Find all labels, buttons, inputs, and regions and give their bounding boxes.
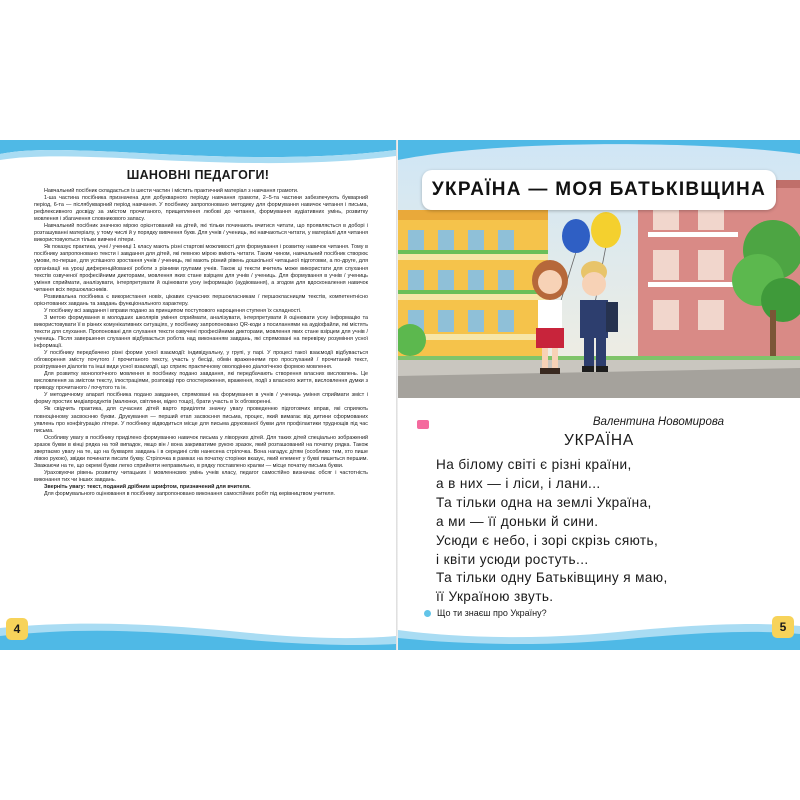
topic-title: УКРАЇНА — МОЯ БАТЬКІВЩИНА	[431, 179, 767, 200]
poem-line: Та тільки одну Батьківщину я маю,	[436, 570, 668, 586]
poem-line: її Україною звуть.	[436, 589, 554, 605]
paragraph: Навчальний посібник значною мірою орієнтований на дітей, які тільки починають вчитися читати, що проявляється в доборі і розташуванні матеріалу, у тому числі й у порядку вивчення букв. Для учнів / учениць, які навчаються читати, у матеріалі для читання використовуються тільки вивчені літери.	[34, 223, 368, 244]
paragraph: З метою формування в молодших школярів уміння сприймати, аналізувати, інтерпретувати й оцінювати усну інформацію та використовувати її в різних комунікативних ситуаціях, у посібнику запропоновано QR-коди з посиланнями на аудіофайли, які містять тексти для слухання. Пропоновані для слухання тексти озвучені професійними дикторами, мовлення яких стане взірцем для учнів / учениць. Після завершення слухання відбувається робота над виконанням завдань, які спрямовані на перевірку розуміння усної інформації.	[34, 314, 368, 350]
paragraph: 1-ша частина посібника призначена для добукварного періоду навчання грамоти, 2–5-та частини забезпечують букварний період, 6-та — післябукварний період навчання. У посібнику запропоновано методику для формування навичок читання і письма, рефлексивного досвіду за змістом прочитаного, прищеплення любові до читання, формування аудіативних умінь, розвитку мовлення і збагачення словникового запасу.	[34, 195, 368, 223]
poem-text	[436, 456, 786, 607]
paragraph: У методичному апараті посібника подано завдання, спрямовані на формування в учнів / учениць уміння сприймати зміст і форму простих медіапродуктів (малюнки, світлини, відео тощо), брати участь в їх обговоренні.	[34, 392, 368, 406]
teacher-intro-text	[34, 188, 368, 498]
poem-line: Усюди є небо, і зорі скрізь сяють,	[436, 532, 659, 548]
paragraph: Для розвитку монологічного мовлення в посібнику подано завдання, які передбачають створення власних висловлень. Це висловлення за змістом тексту, ілюстраціями, розповіді про спостереження, враження, події з власного життя, висловлення думки з приводу прочитаного / почутого та ін.	[34, 371, 368, 392]
poem-title: УКРАЇНА	[564, 432, 634, 449]
bottom-wave-decoration	[398, 606, 800, 650]
poem-line: і квіти усюди ростуть...	[436, 551, 589, 567]
poem-author: Валентина Новомирова	[592, 416, 724, 428]
paragraph: У посібнику передбачено різні форми усної взаємодії: індивідуальну, у групі, у парі. У процесі такої взаємодії відбувається обговорення змісту почутого / прочитаного тексту, участь у бесіді, обмін враженнями про прослуханий / прочитаний текст, розігрування діалогів та інші види усної взаємодії, що сприяє практичному оволодінню діалогічною формою мовлення.	[34, 350, 368, 371]
bottom-wave-decoration	[0, 610, 396, 650]
book-icon	[417, 420, 429, 429]
paragraph: Навчальний посібник складається із шести частин і містить практичний матеріал з навчання грамоти.	[44, 188, 299, 194]
paragraph-note: Зверніть увагу: текст, поданий дрібним шрифтом, призначений для вчителя.	[44, 483, 251, 490]
left-page	[0, 140, 396, 650]
paragraph: Як свідчить практика, для сучасних дітей варто приділяти значну увагу проведенню підготовчих вправ, які сприяють повноцінному засвоєнню букви. Друкування — перший етап засвоєння письма, процес, який вимагає від дитини сформованих уявлень про конфігурацію літери. У посібнику відводиться місце для письма друкованої букви для профілактики труднощів під час письма.	[34, 406, 368, 434]
poem-line: а ми — її доньки й сини.	[436, 513, 599, 529]
right-page	[398, 140, 800, 650]
poem-line: а в них — і ліси, і лани...	[436, 475, 601, 491]
poem-line: На білому світі є різні країни,	[436, 457, 632, 472]
page-number: 4	[6, 618, 28, 640]
paragraph: Для формувального оцінювання в посібнику запропоновано виконання самостійних робіт під керівництвом учителя.	[44, 491, 335, 498]
book-spread	[0, 140, 800, 650]
topic-banner	[422, 170, 776, 210]
paragraph: У посібнику всі завдання і вправи подано за принципом поступового нарощення ступеня їх складності.	[44, 307, 302, 314]
paragraph: Особливу увагу в посібнику приділено формуванню навичок письма у ліворуких дітей. Для таких дітей спеціально зображений зразок букви в кінці рядка на той випадок, якщо він / вона закриватиме рукою зразок, який розташований на початку рядка. Також звертаємо увагу на те, що на букварях завдань і в середині слів нанесена стрілочка. Вона нагадує дітям (особливо тим, хто пише лівою рукою), звідки починати писати букву. Стрілочка в рамках на початку сторінки вказує, який елемент у букві пишеться першим. Зважаючи на те, що окремі букви легко сприйняти неправильно, в рядку поставлено кралки — місце початку письма букви.	[34, 434, 368, 469]
poem-line: Та тільки одна на землі Україна,	[436, 494, 652, 510]
paragraph: Як показує практика, учні / учениці 1 класу мають різні стартові можливості для формування і розвитку навичок читання. Тому в посібнику запропоновано тексти і завдання для дітей, які певною мірою вміють читати. Таким чином, навчальний посібник створює умови, по-перше, для успішного зростання учнів / учениць, які мають різний рівень дошкільної читацької підготовки, а по-друге, для організації на уроці диференційованої роботи з різними групами учнів. Також ці тексти вчитель може використати для слухання текстів озвученої професійними дикторами, мовлення яких стане взірцем для учнів / учениць. Для формування в учнів / учениць уміння сприймати, аналізувати, інтерпретувати й оцінювати усну інформацію (аудіювання), а згодом для вдосконалення навичок читання всіх першокласників.	[34, 244, 368, 293]
page-number: 5	[772, 616, 794, 638]
page-title: ШАНОВНІ ПЕДАГОГИ!	[126, 168, 270, 182]
paragraph: Розвивальна посібника є використання новіх, цікавих сучасних першокласникам / першокласницям текстів, компетентнісно орієнтованих завдань та завдань функціонального характеру.	[34, 293, 368, 307]
paragraph: Ураховуючи рівень розвитку читацьких і мовленнєвих умінь учнів класу, педагог самостійно визначає обсяг і частотність виконання тих чи інших завдань.	[34, 469, 368, 483]
question-text: Що ти знаєш про Україну?	[437, 608, 547, 618]
